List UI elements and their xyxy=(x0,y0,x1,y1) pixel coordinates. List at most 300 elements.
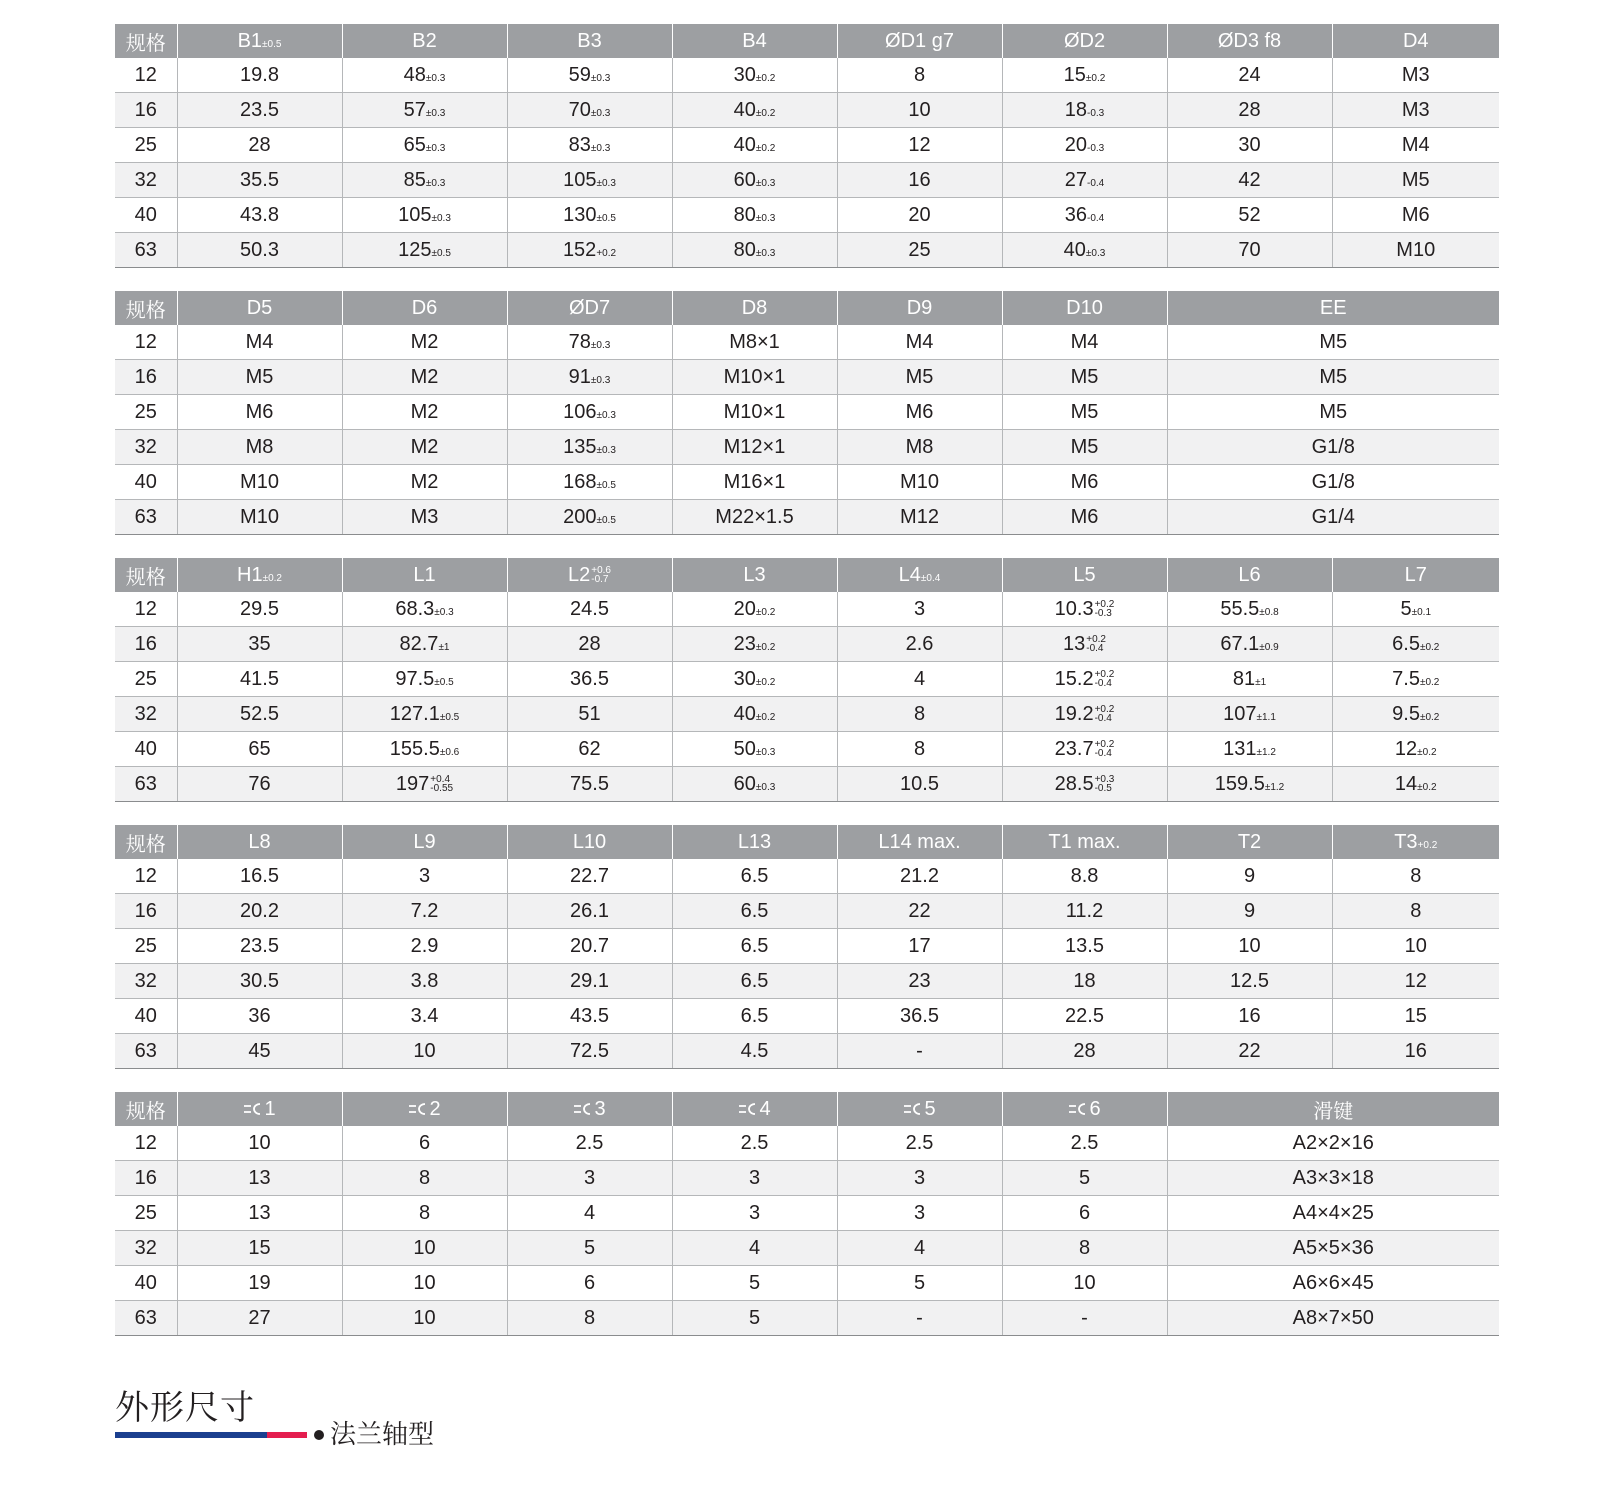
cell-value: L5 xyxy=(1073,563,1096,586)
cell-value: L2 xyxy=(568,563,591,586)
size-cell xyxy=(115,859,177,894)
cell-value: M16×1 xyxy=(723,470,786,493)
data-cell xyxy=(837,1231,1002,1266)
cell-value: M10 xyxy=(240,505,279,528)
cell-value: 4 xyxy=(913,667,926,690)
cell-value: 40 xyxy=(733,702,756,725)
data-cell xyxy=(177,93,342,128)
tolerance: ±0.6 xyxy=(439,746,460,758)
cell-value: 16 xyxy=(1238,1004,1261,1027)
cell-value: 5 xyxy=(748,1271,761,1294)
table-row xyxy=(115,1034,1499,1069)
cell-value: L10 xyxy=(572,830,607,853)
tolerance: ±0.2 xyxy=(755,676,776,688)
data-cell xyxy=(1002,859,1167,894)
lower-tolerance: -0.4 xyxy=(1094,748,1112,760)
table-row xyxy=(115,465,1499,500)
data-cell xyxy=(507,1126,672,1161)
column-header xyxy=(507,558,672,592)
table-row xyxy=(115,395,1499,430)
data-cell xyxy=(1167,1034,1332,1069)
cell-value: 67.1 xyxy=(1220,632,1260,655)
cell-value: 20.2 xyxy=(240,899,279,922)
data-cell xyxy=(342,198,507,233)
data-cell xyxy=(672,198,837,233)
tolerance: ±0.3 xyxy=(425,177,446,189)
cell-value: 6 xyxy=(583,1271,596,1294)
cell-value: 75.5 xyxy=(570,772,609,795)
cell-value: 36 xyxy=(248,1004,271,1027)
data-cell xyxy=(342,325,507,360)
data-cell xyxy=(1332,592,1499,627)
cell-value: 19.8 xyxy=(240,63,279,86)
spec-table xyxy=(115,24,1499,268)
cell-value: 12 xyxy=(134,1131,157,1154)
cell-value: 19 xyxy=(248,1271,271,1294)
data-cell xyxy=(1002,929,1167,964)
cell-value: 9.5 xyxy=(1392,702,1420,725)
cell-value: A6×6×45 xyxy=(1292,1271,1374,1294)
data-cell xyxy=(837,732,1002,767)
data-cell xyxy=(1002,325,1167,360)
cell-value: 12 xyxy=(1404,969,1427,992)
lower-tolerance: -0.5 xyxy=(1094,783,1112,795)
cell-value: L6 xyxy=(1238,563,1261,586)
cell-value: M2 xyxy=(410,400,439,423)
cell-value: 22 xyxy=(908,899,931,922)
cell-value: 81 xyxy=(1232,667,1256,690)
data-cell xyxy=(1167,767,1332,802)
column-header xyxy=(1332,24,1499,58)
tolerance: ±1.1 xyxy=(1256,711,1276,723)
cell-value: M12×1 xyxy=(723,435,786,458)
cell-value: 85 xyxy=(403,168,426,191)
data-cell xyxy=(507,1266,672,1301)
lower-tolerance: -0.4 xyxy=(1094,713,1112,725)
cell-value: 10 xyxy=(248,1131,271,1154)
size-cell xyxy=(115,233,177,268)
cell-value: 135 xyxy=(563,435,597,458)
data-cell xyxy=(837,58,1002,93)
cell-value: L4 xyxy=(898,563,921,586)
data-cell xyxy=(177,1266,342,1301)
cell-value: 152 xyxy=(562,238,597,261)
data-cell xyxy=(672,859,837,894)
data-cell xyxy=(1332,58,1499,93)
cell-value: 12 xyxy=(134,63,157,86)
cell-value: L1 xyxy=(413,563,436,586)
cell-value: G1/8 xyxy=(1311,435,1355,458)
data-cell xyxy=(507,128,672,163)
column-header xyxy=(1002,24,1167,58)
cell-value: 9 xyxy=(1243,899,1256,922)
cell-value: M5 xyxy=(1070,435,1099,458)
column-header xyxy=(1002,1092,1167,1126)
cell-value: 27 xyxy=(248,1306,271,1329)
data-cell xyxy=(672,58,837,93)
column-header xyxy=(837,825,1002,859)
data-cell xyxy=(177,592,342,627)
size-cell xyxy=(115,929,177,964)
data-cell xyxy=(672,1126,837,1161)
data-cell xyxy=(672,592,837,627)
cell-value: 24 xyxy=(1238,63,1261,86)
data-cell xyxy=(177,325,342,360)
tolerance: ±0.2 xyxy=(262,572,282,584)
column-header xyxy=(115,24,177,58)
cell-value: D6 xyxy=(411,296,438,319)
cell-value: 6.5 xyxy=(740,1004,769,1027)
data-cell xyxy=(342,894,507,929)
cell-value: 83 xyxy=(568,133,591,156)
cell-value: 规格 xyxy=(125,833,166,856)
tolerance: ±0.2 xyxy=(755,142,776,154)
data-cell xyxy=(177,1126,342,1161)
cell-value: 52.5 xyxy=(240,702,279,725)
cell-value: L9 xyxy=(413,830,436,853)
column-header xyxy=(342,291,507,325)
cell-value: 40 xyxy=(134,203,157,226)
cell-value: L8 xyxy=(248,830,271,853)
cell-value: M5 xyxy=(1319,400,1348,423)
cell-value: 168 xyxy=(563,470,597,493)
size-cell xyxy=(115,58,177,93)
data-cell xyxy=(507,465,672,500)
cell-value: B4 xyxy=(742,29,767,52)
cell-value: 16 xyxy=(134,632,157,655)
column-header xyxy=(672,291,837,325)
cell-value: 8 xyxy=(1410,899,1422,922)
cell-value: 97.5 xyxy=(395,667,435,690)
cell-value: 3 xyxy=(913,597,926,620)
data-cell xyxy=(1002,1126,1167,1161)
tolerance: ±0.3 xyxy=(590,339,611,351)
data-cell xyxy=(672,999,837,1034)
tolerance: ±0.3 xyxy=(590,142,611,154)
title-underline xyxy=(115,1432,307,1438)
cell-value: A2×2×16 xyxy=(1292,1131,1374,1154)
tolerance: ±0.2 xyxy=(755,606,776,618)
column-header xyxy=(342,825,507,859)
cell-value: 70 xyxy=(568,98,591,121)
tolerance: ±0.2 xyxy=(1419,676,1440,688)
data-cell xyxy=(177,859,342,894)
tolerance: ±0.3 xyxy=(596,177,616,189)
data-cell xyxy=(1002,732,1167,767)
table-row xyxy=(115,1301,1499,1336)
data-cell xyxy=(837,395,1002,430)
data-cell xyxy=(1332,732,1499,767)
data-cell xyxy=(1167,1126,1499,1161)
tolerance: ±0.3 xyxy=(755,781,776,793)
tolerance: ±0.3 xyxy=(755,247,776,259)
column-header xyxy=(342,24,507,58)
tolerance: ±0.5 xyxy=(596,212,616,224)
cell-value: B2 xyxy=(412,29,437,52)
cell-value: M22×1.5 xyxy=(715,505,794,528)
cell-value: 59 xyxy=(568,63,591,86)
data-cell xyxy=(672,662,837,697)
data-cell xyxy=(342,662,507,697)
data-cell xyxy=(1002,894,1167,929)
data-cell xyxy=(342,360,507,395)
data-cell xyxy=(177,1301,342,1336)
cell-value: 10 xyxy=(908,98,931,121)
cell-value: 13.5 xyxy=(1065,934,1104,957)
cell-value: 8 xyxy=(418,1201,431,1224)
cell-value: 16 xyxy=(134,899,157,922)
data-cell xyxy=(507,1034,672,1069)
data-cell xyxy=(507,325,672,360)
column-header xyxy=(177,291,342,325)
wrench-icon xyxy=(573,1102,593,1116)
cell-value: 3 xyxy=(583,1166,596,1189)
cell-value: 57 xyxy=(403,98,426,121)
table-header-row xyxy=(115,291,1499,325)
cell-value: 3 xyxy=(418,864,431,887)
data-cell xyxy=(1332,894,1499,929)
cell-value: 3.4 xyxy=(410,1004,439,1027)
cell-value: D9 xyxy=(906,296,933,319)
size-cell xyxy=(115,697,177,732)
cell-value: 48 xyxy=(403,63,426,86)
data-cell xyxy=(672,360,837,395)
cell-value: 155.5 xyxy=(389,737,440,760)
table-row xyxy=(115,430,1499,465)
tolerance: ±0.1 xyxy=(1411,606,1431,618)
data-cell xyxy=(837,767,1002,802)
cell-value: M10×1 xyxy=(723,365,786,388)
data-cell xyxy=(507,697,672,732)
cell-value: 4.5 xyxy=(740,1039,769,1062)
cell-value: 2.6 xyxy=(905,632,934,655)
data-cell xyxy=(837,465,1002,500)
data-cell xyxy=(1332,233,1499,268)
table-row xyxy=(115,767,1499,802)
cell-value: 14 xyxy=(1394,772,1418,795)
cell-value: L14 max. xyxy=(878,830,961,853)
data-cell xyxy=(342,1196,507,1231)
data-cell xyxy=(837,859,1002,894)
data-cell xyxy=(672,929,837,964)
data-cell xyxy=(177,58,342,93)
data-cell xyxy=(507,767,672,802)
data-cell xyxy=(837,500,1002,535)
cell-value: 23.5 xyxy=(240,934,279,957)
data-cell xyxy=(1167,1231,1499,1266)
data-cell xyxy=(837,163,1002,198)
cell-value: M5 xyxy=(245,365,274,388)
cell-value: M6 xyxy=(1070,470,1099,493)
data-cell xyxy=(342,1161,507,1196)
size-cell xyxy=(115,465,177,500)
cell-value: D4 xyxy=(1402,29,1429,52)
cell-value: 28 xyxy=(1238,98,1261,121)
tolerance: ±0.2 xyxy=(755,107,776,119)
cell-value: 125 xyxy=(398,238,432,261)
size-cell xyxy=(115,999,177,1034)
cell-value: L3 xyxy=(743,563,766,586)
cell-value: 2.5 xyxy=(1070,1131,1099,1154)
size-cell xyxy=(115,1196,177,1231)
data-cell xyxy=(507,894,672,929)
table-row xyxy=(115,360,1499,395)
data-cell xyxy=(837,592,1002,627)
data-cell xyxy=(672,697,837,732)
data-cell xyxy=(1167,325,1499,360)
data-cell xyxy=(1002,1196,1167,1231)
column-header xyxy=(115,825,177,859)
cell-value: 12 xyxy=(134,330,157,353)
cell-value: 60 xyxy=(733,772,756,795)
data-cell xyxy=(1002,767,1167,802)
cell-value: 12 xyxy=(134,597,157,620)
cell-value: 6.5 xyxy=(740,864,769,887)
data-cell xyxy=(177,1034,342,1069)
cell-value: 40 xyxy=(134,737,157,760)
data-cell xyxy=(672,465,837,500)
table-row xyxy=(115,128,1499,163)
cell-value: 80 xyxy=(733,238,756,261)
cell-value: 23.5 xyxy=(240,98,279,121)
cell-value: M4 xyxy=(905,330,934,353)
cell-value: 200 xyxy=(563,505,597,528)
data-cell xyxy=(1332,662,1499,697)
data-cell xyxy=(507,395,672,430)
size-cell xyxy=(115,592,177,627)
data-cell xyxy=(177,894,342,929)
column-header xyxy=(1002,825,1167,859)
cell-value: 10.3 xyxy=(1054,597,1094,620)
cell-value: 10 xyxy=(413,1039,436,1062)
table-row xyxy=(115,929,1499,964)
cell-value: 60 xyxy=(733,168,756,191)
cell-value: 6 xyxy=(1078,1201,1091,1224)
data-cell xyxy=(1167,592,1332,627)
cell-value: 8.8 xyxy=(1070,864,1099,887)
cell-value: 36.5 xyxy=(570,667,609,690)
data-cell xyxy=(177,767,342,802)
cell-value: 23 xyxy=(733,632,756,655)
data-cell xyxy=(1002,233,1167,268)
cell-value: A8×7×50 xyxy=(1292,1306,1374,1329)
data-cell xyxy=(1167,1301,1499,1336)
data-cell xyxy=(507,662,672,697)
cell-value: 5 xyxy=(1078,1166,1091,1189)
size-cell xyxy=(115,325,177,360)
data-cell xyxy=(342,859,507,894)
data-cell xyxy=(1002,163,1167,198)
cell-value: 16 xyxy=(134,98,157,121)
cell-value: M3 xyxy=(1401,63,1430,86)
data-cell xyxy=(1002,697,1167,732)
cell-value: - xyxy=(1081,1306,1088,1329)
data-cell xyxy=(837,697,1002,732)
cell-value: 5 xyxy=(1400,597,1412,620)
upper-tolerance: +0.3 xyxy=(1094,774,1115,786)
tolerance: ±1.2 xyxy=(1256,746,1276,758)
cell-value: EE xyxy=(1319,296,1347,319)
cell-value: M8×1 xyxy=(729,330,780,353)
table-header-row xyxy=(115,825,1499,859)
cell-value: 15 xyxy=(248,1236,271,1259)
tolerance: ±0.2 xyxy=(1419,711,1440,723)
data-cell xyxy=(1167,627,1332,662)
data-cell xyxy=(507,964,672,999)
data-cell xyxy=(1332,767,1499,802)
data-cell xyxy=(1002,500,1167,535)
cell-value: 规格 xyxy=(125,32,166,55)
wrench-icon xyxy=(408,1102,428,1116)
data-cell xyxy=(1002,999,1167,1034)
data-cell xyxy=(1002,430,1167,465)
cell-value: 72.5 xyxy=(570,1039,609,1062)
table-header-row xyxy=(115,24,1499,58)
cell-value: 80 xyxy=(733,203,756,226)
cell-value: 15 xyxy=(1404,1004,1427,1027)
data-cell xyxy=(177,627,342,662)
cell-value: 29.5 xyxy=(240,597,279,620)
size-cell xyxy=(115,198,177,233)
cell-value: 2.5 xyxy=(575,1131,604,1154)
dimension-tables xyxy=(115,24,1499,1359)
cell-value: ØD3 f8 xyxy=(1217,29,1282,52)
upper-tolerance: +0.2 xyxy=(1094,599,1115,611)
size-cell xyxy=(115,1231,177,1266)
data-cell xyxy=(837,1266,1002,1301)
cell-value: 40 xyxy=(733,98,756,121)
data-cell xyxy=(507,1196,672,1231)
table-row xyxy=(115,1266,1499,1301)
data-cell xyxy=(1002,964,1167,999)
data-cell xyxy=(837,1126,1002,1161)
cell-value: M6 xyxy=(905,400,934,423)
cell-value: 10 xyxy=(413,1236,436,1259)
cell-value: 5 xyxy=(583,1236,596,1259)
data-cell xyxy=(342,233,507,268)
data-cell xyxy=(837,1034,1002,1069)
data-cell xyxy=(177,999,342,1034)
cell-value: 42 xyxy=(1238,168,1261,191)
data-cell xyxy=(342,128,507,163)
cell-value: 28 xyxy=(1073,1039,1096,1062)
data-cell xyxy=(672,163,837,198)
data-cell xyxy=(837,325,1002,360)
size-cell xyxy=(115,1266,177,1301)
cell-value: 23 xyxy=(908,969,931,992)
cell-value: M10×1 xyxy=(723,400,786,423)
column-header xyxy=(837,291,1002,325)
data-cell xyxy=(1332,697,1499,732)
cell-value: M4 xyxy=(1070,330,1099,353)
cell-value: L13 xyxy=(737,830,772,853)
wrench-icon xyxy=(738,1102,758,1116)
cell-value: 10 xyxy=(1404,934,1427,957)
cell-value: H1 xyxy=(237,563,263,586)
tolerance: ±0.3 xyxy=(755,746,776,758)
cell-value: A5×5×36 xyxy=(1292,1236,1374,1259)
column-header xyxy=(1167,24,1332,58)
size-cell xyxy=(115,627,177,662)
data-cell xyxy=(1002,360,1167,395)
cell-value: 2 xyxy=(429,1097,441,1120)
cell-value: 63 xyxy=(134,238,157,261)
data-cell xyxy=(342,767,507,802)
data-cell xyxy=(837,128,1002,163)
tolerance: ±0.3 xyxy=(755,212,776,224)
cell-value: 8 xyxy=(913,737,926,760)
table-row xyxy=(115,662,1499,697)
